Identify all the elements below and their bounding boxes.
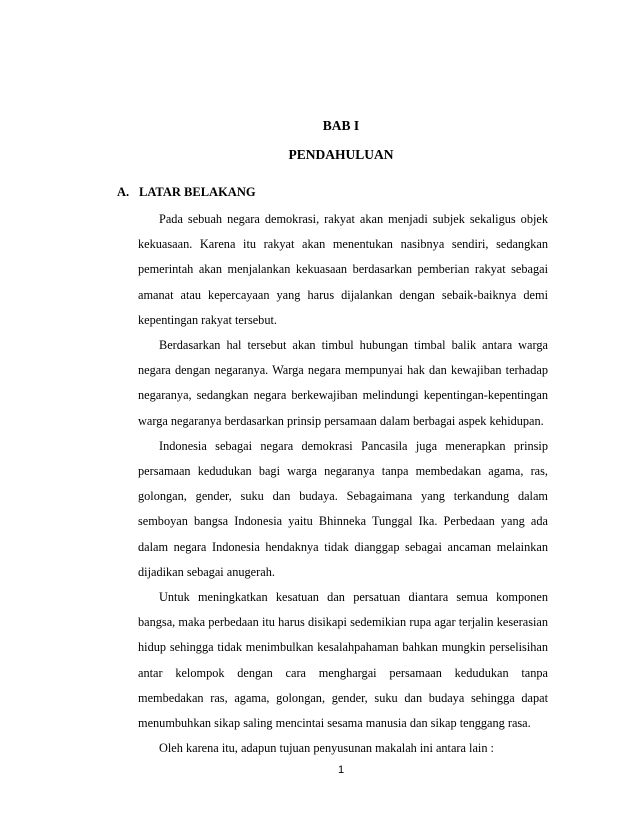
- paragraph-2: Berdasarkan hal tersebut akan timbul hubungan timbal balik antara warga negara dengan negaranya. Warga negara mempunyai hak dan kewajiban terhadap negaranya, sedangkan negara berkewajiban melindungi kepentingan-kepentingan warga negaranya berdasarkan prinsip persamaan dalam berbagai aspek kehidupan.: [138, 338, 548, 428]
- paragraph-3: Indonesia sebagai negara demokrasi Pancasila juga menerapkan prinsip persamaan kedudukan bagi warga negaranya tanpa membedakan agama, ras, golongan, gender, suku dan budaya. Sebagaimana yang terkandung dalam semboyan bangsa Indonesia yaitu Bhinneka Tunggal Ika. Perbedaan yang ada dalam negara Indonesia hendaknya tidak dianggap sebagai ancaman melainkan dijadikan sebagai anugerah.: [138, 438, 548, 579]
- body-text: [138, 207, 548, 761]
- paragraph-4: Untuk meningkatkan kesatuan dan persatuan diantara semua komponen bangsa, maka perbedaan itu harus disikapi sedemikian rupa agar terjalin keserasian hidup sehingga tidak menimbulkan kesalahpahaman bahkan mungkin perselisihan antar kelompok dengan cara menghargai persamaan kedudukan tanpa membedakan ras, agama, golongan, gender, suku dan budaya sehingga dapat menumbuhkan sikap saling mencintai sesama manusia dan sikap tenggang rasa.: [138, 590, 548, 731]
- section-title: LATAR BELAKANG: [139, 185, 256, 199]
- paragraph-5: Oleh karena itu, adapun tujuan penyusunan makalah ini antara lain :: [159, 741, 494, 756]
- paragraph-1: Pada sebuah negara demokrasi, rakyat akan menjadi subjek sekaligus objek kekuasaan. Karena itu rakyat akan menentukan nasibnya sendiri, sedangkan pemerintah akan menjalankan kekuasaan berdasarkan pemberian rakyat sebagai amanat atau kepercayaan yang harus dijalankan dengan sebaik-baiknya demi kepentingan rakyat tersebut.: [138, 212, 548, 327]
- section-heading: [117, 183, 256, 201]
- section-marker: A.: [117, 185, 130, 199]
- page-number: 1: [337, 764, 345, 776]
- chapter-title: PENDAHULUAN: [288, 147, 394, 162]
- chapter-number: BAB I: [322, 118, 360, 133]
